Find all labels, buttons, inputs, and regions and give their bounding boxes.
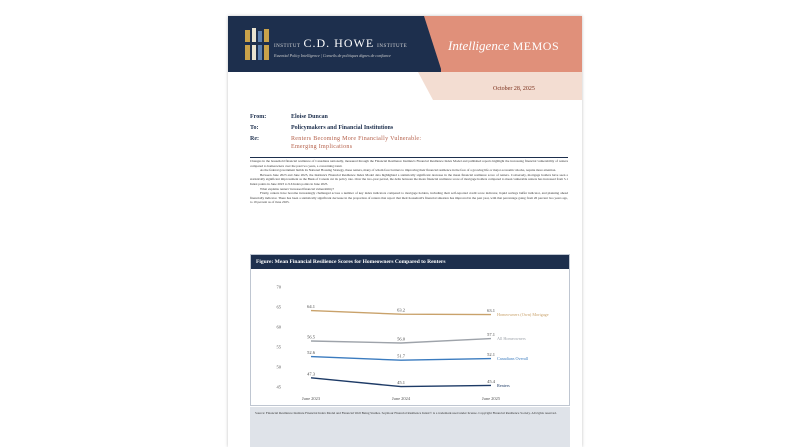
figure-source-note: Source: Financial Resilience Institute Financial Index Model and Financial Well Being Studies. Seymour Financial Resilience Index® is a trademark used under license. Copyright Financial Resilience Society. All rights reserved. — [250, 407, 570, 447]
data-label: 64.1 — [307, 304, 315, 310]
header-divider — [250, 157, 568, 158]
header-accent-slant — [424, 16, 442, 72]
re-subject-line-1: Renters Becoming More Financially Vulnerable: — [291, 136, 422, 142]
y-tick-label: 60 — [276, 324, 281, 330]
from-value: Eloise Duncan — [291, 114, 328, 120]
body-paragraph: As the federal government builds its National Housing Strategy, these renters, many of whom face barriers to improving their financial resilience in the face of a growing life or major economic shocks, require more attention. — [260, 168, 557, 173]
data-label: 51.7 — [397, 353, 405, 359]
institute-title: C.D. HOWE — [303, 36, 375, 50]
x-tick-label: June 2024 — [391, 396, 411, 401]
y-tick-label: 65 — [276, 304, 281, 310]
institute-name — [274, 36, 407, 51]
figure-title: Figure: Mean Financial Resilience Scores for Homeowners Compared to Renters — [251, 255, 569, 269]
y-tick-label: 55 — [276, 344, 281, 350]
figure-box — [250, 254, 570, 406]
y-tick-label: 45 — [276, 384, 281, 390]
to-label: To: — [250, 125, 259, 131]
publication-title-suffix: MEMOS — [512, 39, 560, 53]
body-paragraph: Firstly, renters have become increasingly challenged across a number of key index indicators compared to mortgage holders, including their self-reported credit score indicator, liquid savings buffer indicator, and planning ahead financially indicator. There has been a statistically significant decrease in the proportion of renters that report that their household's financial situation has improved in the past year, with that percentage going from 26 percent two years ago, to 19 percent as of June 2025. — [250, 191, 568, 205]
to-value: Policymakers and Financial Institutions — [291, 125, 394, 131]
series-label: All Homeowners — [497, 336, 526, 342]
re-subject-line-2: Emerging Implications — [291, 144, 353, 150]
body-paragraph: Changes in the household financial resilience of Canadians nationally, measured through the Financial Resilience Institute's Financial Resilience Index Model and published reports highlight the increasing financial vulnerability of renters compared to homeowners over the past two years, a concerning trend. — [250, 159, 568, 168]
y-tick-label: 50 — [276, 364, 281, 370]
re-subject — [291, 135, 421, 151]
institute-suffix: INSTITUTE — [377, 44, 408, 49]
publication-title — [448, 38, 559, 54]
x-tick-label: June 2023 — [301, 396, 321, 401]
date-bar-slant — [418, 72, 433, 100]
memo-page — [228, 16, 582, 447]
x-tick-label: June 2025 — [481, 396, 501, 401]
data-label: 63.1 — [487, 308, 495, 314]
institute-tagline: Essential Policy Intelligence | Conseils de politiques dignes de confiance — [274, 53, 391, 58]
data-label: 63.2 — [397, 307, 405, 313]
y-tick-label: 70 — [276, 284, 281, 290]
data-label: 52.6 — [307, 350, 315, 356]
body-paragraph: Between June 2023 and June 2025, the Institute's Financial Resilience Index Model data highlighted a statistically significant decrease in the mean financial resilience score of renters. Conversely, mortgage holders have seen a statistically significant improvement as the Bank of Canada cut its policy rate. Over the two-year period, the delta between the mean financial resilience score of mortgage holders compared to mean vulnerable renters has increased from 5.1 Index points in June 2023 to 9.6 Index points in June 2025. — [250, 172, 568, 186]
series-label: Homeowners (Own) Mortgage — [497, 312, 549, 318]
line-chart — [251, 269, 569, 405]
institute-logo-icon — [244, 27, 270, 61]
re-label: Re: — [250, 136, 259, 142]
data-label: 57.1 — [487, 332, 495, 338]
publication-title-prefix: Intelligence — [448, 38, 510, 53]
series-label: Renters — [497, 382, 510, 388]
memo-date: October 28, 2025 — [493, 86, 535, 92]
data-label: 45.4 — [487, 378, 495, 384]
data-label: 52.1 — [487, 352, 495, 358]
data-label: 47.3 — [307, 371, 315, 377]
data-label: 56.5 — [307, 334, 315, 340]
data-label: 45.1 — [397, 380, 405, 386]
memo-body — [250, 159, 568, 205]
body-paragraph: What explains renters' increased financial vulnerability? — [260, 186, 335, 191]
institute-prefix: INSTITUT — [274, 44, 301, 49]
from-label: From: — [250, 114, 267, 120]
series-label: Canadians Overall — [497, 356, 529, 362]
data-label: 56.0 — [397, 336, 405, 342]
